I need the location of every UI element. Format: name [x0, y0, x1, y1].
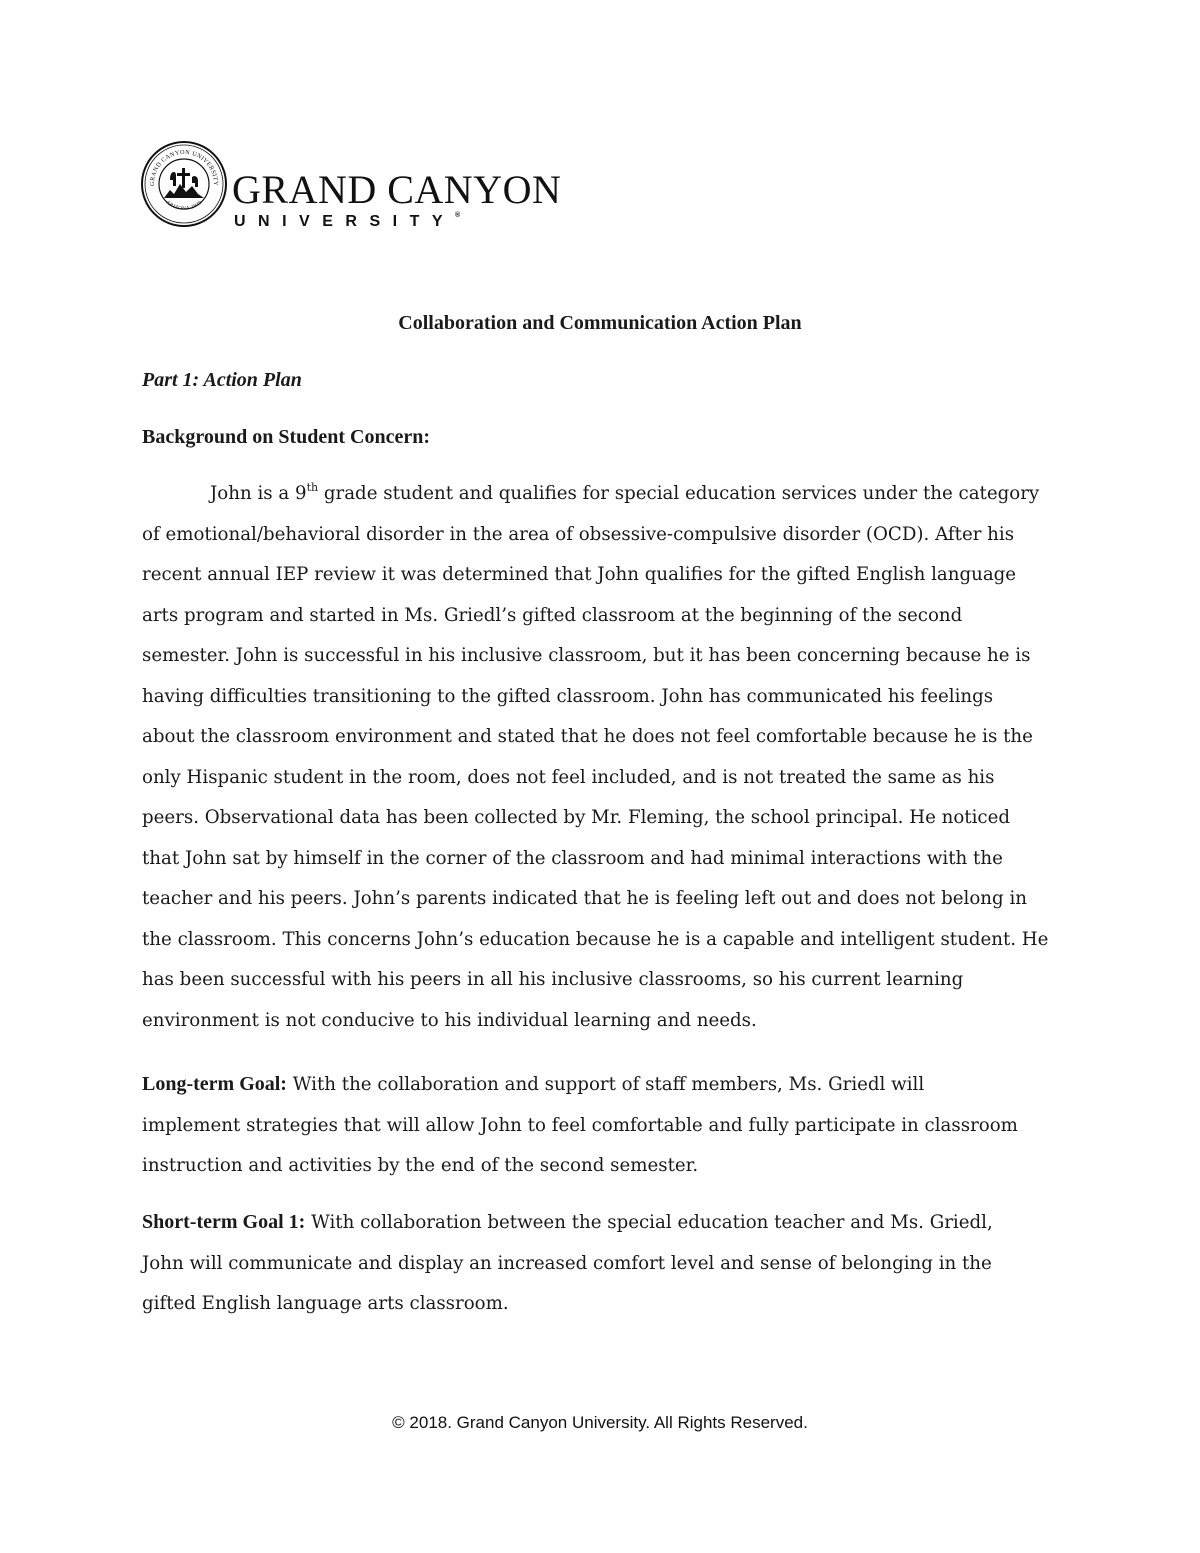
background-paragraph [142, 474, 1072, 1041]
paragraph-line: about the classroom environment and stated that he does not feel comfortable because he is the [142, 726, 1033, 747]
university-seal-icon [140, 140, 228, 228]
paragraph-line: Short-term Goal 1: With collaboration between the special education teacher and Ms. Griedl, [142, 1211, 993, 1233]
paragraph-line: recent annual IEP review it was determined that John qualifies for the gifted English language [142, 564, 1017, 585]
paragraph-line: teacher and his peers. John’s parents indicated that he is feeling left out and does not belong in [142, 888, 1027, 909]
paragraph-line: peers. Observational data has been collected by Mr. Fleming, the school principal. He noticed [142, 807, 1010, 828]
logo-subtitle: UNIVERSITY® [234, 212, 461, 230]
part-heading: Part 1: Action Plan [142, 369, 302, 391]
paragraph-line: instruction and activities by the end of the second semester. [142, 1155, 699, 1176]
paragraph-line: only Hispanic student in the room, does not feel included, and is not treated the same as his [142, 766, 995, 788]
paragraph-line: the classroom. This concerns John’s education because he is a capable and intelligent student. He [142, 928, 1049, 950]
short-term-goal-1 [142, 1202, 1072, 1325]
trademark-mark: ® [455, 212, 461, 219]
svg-text:ARIZONA 1949: ARIZONA 1949 [164, 199, 204, 212]
logo-wordmark: GRAND CANYON [232, 167, 562, 212]
paragraph-line: environment is not conducive to his individual learning and needs. [142, 1009, 757, 1031]
university-logo [140, 140, 562, 230]
paragraph-line: semester. John is successful in his inclusive classroom, but it has been concerning because he is [142, 645, 1031, 666]
paragraph-line: that John sat by himself in the corner of the classroom and had minimal interactions with the [142, 847, 1003, 869]
paragraph-line: John is a 9th grade student and qualifies for special education services under the category [210, 481, 1040, 504]
background-heading: Background on Student Concern: [142, 426, 431, 448]
long-term-goal [142, 1064, 1072, 1187]
copyright-footer: © 2018. Grand Canyon University. All Rights Reserved. [392, 1413, 808, 1432]
svg-text:GRAND CANYON UNIVERSITY: GRAND CANYON UNIVERSITY [148, 148, 220, 187]
paragraph-line: having difficulties transitioning to the gifted classroom. John has communicated his feelings [142, 685, 994, 707]
long-term-goal-label: Long-term Goal: [142, 1073, 287, 1095]
short-term-goal-label: Short-term Goal 1: [142, 1211, 306, 1233]
paragraph-line: has been successful with his peers in all his inclusive classrooms, so his current learning [142, 969, 964, 990]
paragraph-line: gifted English language arts classroom. [142, 1293, 509, 1314]
paragraph-line: John will communicate and display an increased comfort level and sense of belonging in the [142, 1252, 992, 1274]
paragraph-line: implement strategies that will allow John to feel comfortable and fully participate in classroom [142, 1114, 1018, 1136]
document-title: Collaboration and Communication Action Plan [398, 312, 802, 334]
paragraph-line: of emotional/behavioral disorder in the area of obsessive-compulsive disorder (OCD). After his [142, 523, 1015, 545]
paragraph-line: Long-term Goal: With the collaboration and support of staff members, Ms. Griedl will [142, 1073, 925, 1095]
paragraph-line: arts program and started in Ms. Griedl’s gifted classroom at the beginning of the second [142, 604, 963, 626]
